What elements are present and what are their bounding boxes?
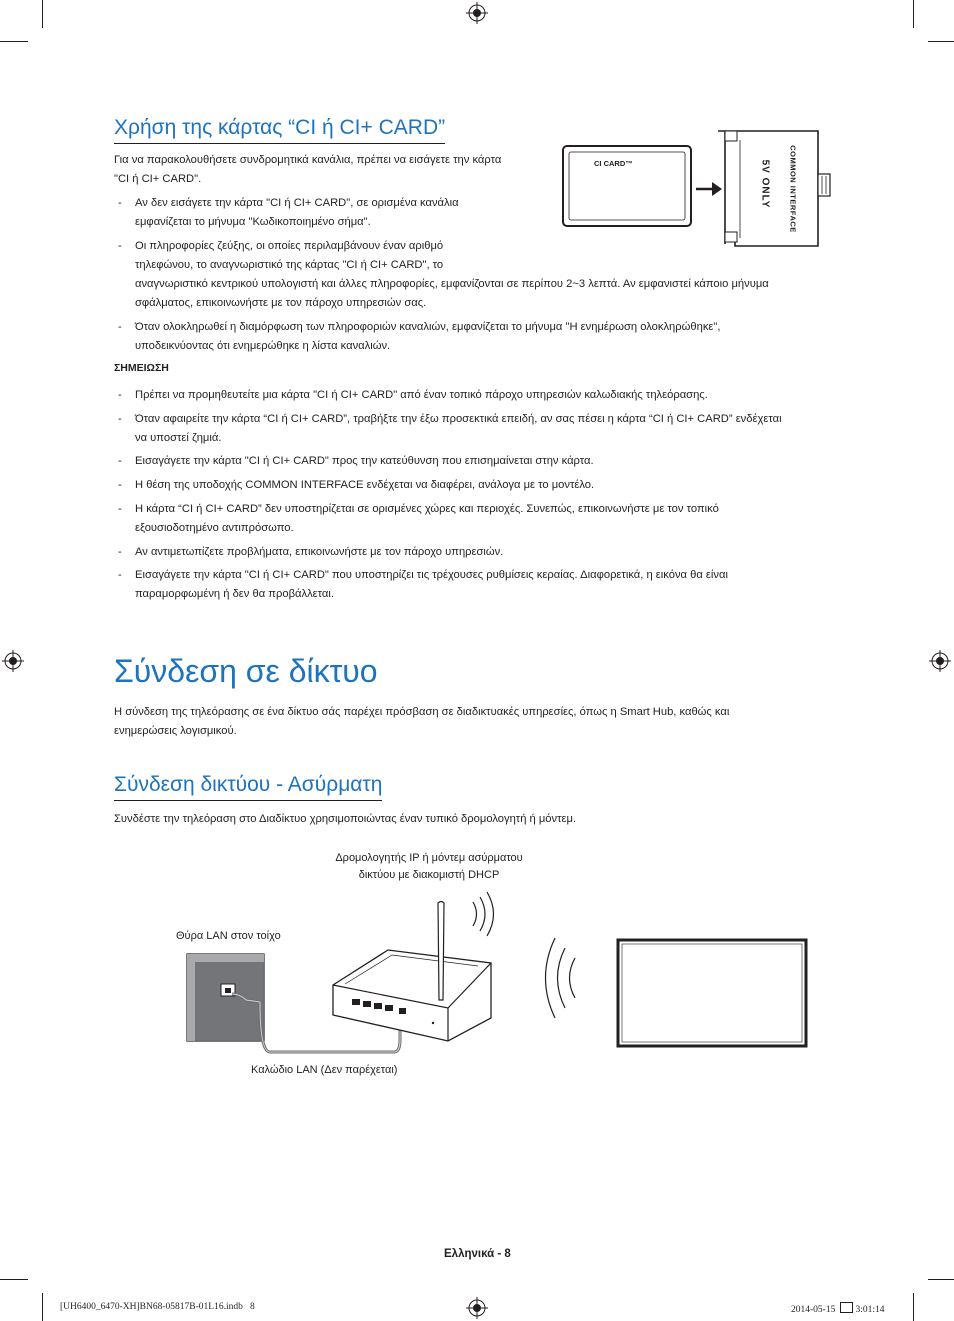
note-item: - Εισαγάγετε την κάρτα "CI ή CI+ CARD" προς την κατεύθυνση που επισημαίνεται στην κάρτα. <box>118 455 594 467</box>
wall-port-caption: Θύρα LAN στον τοίχο <box>176 930 281 942</box>
ci-card-label: CI CARD™ <box>594 159 633 168</box>
bullet-item: - Όταν ολοκληρωθεί η διαμόρφωση των πληροφοριών καναλιών, εμφανίζεται το μήνυμα "Η ενημέρωση ολοκληρώθηκε", υποδεικνύοντας ότι ενημερώθηκε η λίστα καναλιών. <box>118 321 721 352</box>
footer-file: [UH6400_6470-XH]BN68-05817B-01L16.indb 8 <box>60 1302 255 1312</box>
lan-cable-caption: Καλώδιο LAN (Δεν παρέχεται) <box>251 1064 398 1076</box>
note-item: - Πρέπει να προμηθευτείτε μια κάρτα "CI ή CI+ CARD" από έναν τοπικό πάροχο υπηρεσιών καλωδιακής τηλεόρασης. <box>118 389 708 401</box>
section-title-wireless: Σύνδεση δικτύου - Ασύρματη <box>114 772 382 797</box>
note-item: - Εισαγάγετε την κάρτα "CI ή CI+ CARD" που υποστηρίζει τις τρέχουσες ρυθμίσεις κεραίας. Διαφορετικά, η εικόνα θα είναι παραμορφωμένη ή δεν θα προβάλλεται. <box>118 569 728 600</box>
slot-label-5v-only: 5V ONLY <box>759 159 771 209</box>
ci-intro: Για να παρακολουθήσετε συνδρομητικά κανάλια, πρέπει να εισάγετε την κάρτα "CI ή CI+ CARD". <box>114 154 502 185</box>
crop-mark <box>0 1279 28 1280</box>
crop-mark <box>42 0 43 28</box>
tv-wifi-waves-icon <box>546 938 576 1018</box>
network-diagram <box>180 890 820 1060</box>
crop-mark <box>928 41 954 42</box>
registration-mark-icon <box>466 2 488 24</box>
network-intro: Η σύνδεση της τηλεόρασης σε ένα δίκτυο σάς παρέχει πρόσβαση σε διαδικτυακές υπηρεσίες, όπως η Smart Hub, καθώς και ενημερώσεις λογισμικού. <box>114 706 730 737</box>
router-icon <box>333 950 491 1041</box>
crop-mark <box>913 0 914 28</box>
note-item: - Η κάρτα “CI ή CI+ CARD” δεν υποστηρίζεται σε ορισμένες χώρες και περιοχές. Συνεπώς, επικοινωνήστε με τον τοπικό εξουσιοδοτημένο αντιπρόσωπο. <box>118 503 719 534</box>
section-title-network: Σύνδεση σε δίκτυο <box>114 653 378 689</box>
bullet-item: - Αν δεν εισάγετε την κάρτα "CI ή CI+ CARD", σε ορισμένα κανάλια εμφανίζεται το μήνυμα "Κωδικοποιημένο σήμα". <box>118 197 459 228</box>
note-item: - Αν αντιμετωπίζετε προβλήματα, επικοινωνήστε με τον πάροχο υπηρεσιών. <box>118 546 504 558</box>
router-caption: Δρομολογητής IP ή μόντεμ ασύρματου δικτύου με διακομιστή DHCP <box>335 852 523 881</box>
glyph-box-icon <box>840 1302 853 1313</box>
registration-mark-icon <box>929 650 951 672</box>
router-wifi-waves-icon <box>473 892 494 936</box>
slot-label-common-interface: COMMON INTERFACE <box>788 145 798 233</box>
crop-mark <box>42 1293 43 1321</box>
crop-mark <box>0 41 28 42</box>
antenna-icon <box>438 902 444 1001</box>
registration-mark-icon <box>2 650 24 672</box>
crop-mark <box>928 1279 954 1280</box>
wireless-intro: Συνδέστε την τηλεόραση στο Διαδίκτυο χρησιμοποιώντας έναν τυπικό δρομολογητή ή μόντεμ. <box>114 813 577 825</box>
note-heading: ΣΗΜΕΙΩΣΗ <box>114 362 169 374</box>
ci-card-figure <box>560 128 845 250</box>
note-item: - Όταν αφαιρείτε την κάρτα “CI ή CI+ CARD”, τραβήξτε την έξω προσεκτικά επειδή, αν σας πέσει η κάρτα “CI ή CI+ CARD” ενδέχεται να υποστεί ζημιά. <box>118 413 782 444</box>
section-title-ci-card: Χρήση της κάρτας “CI ή CI+ CARD” <box>114 115 445 140</box>
note-item: - Η θέση της υποδοχής COMMON INTERFACE ενδέχεται να διαφέρει, ανάλογα με το μοντέλο. <box>118 479 595 491</box>
bullet-item: - Οι πληροφορίες ζεύξης, οι οποίες περιλαμβάνουν έναν αριθμό τηλεφώνου, το αναγνωριστικό της κάρτας "CI ή CI+ CARD", το αναγνωριστικό κεντρικού υπολογιστή και άλλες πληροφορίες, εμφανίζονται σε περίπου 2~3 λεπτά. Αν εμφανιστεί κάποιο μήνυμα σφάλματος, επικοινωνήστε με τον πάροχο υπηρεσιών σας. <box>118 240 769 309</box>
crop-mark <box>913 1293 914 1321</box>
registration-mark-icon <box>466 1297 488 1319</box>
tv-icon <box>618 940 806 1046</box>
footer-timestamp: 2014-05-15 3:01:14 <box>791 1302 884 1315</box>
page-number: Ελληνικά - 8 <box>444 1248 511 1260</box>
